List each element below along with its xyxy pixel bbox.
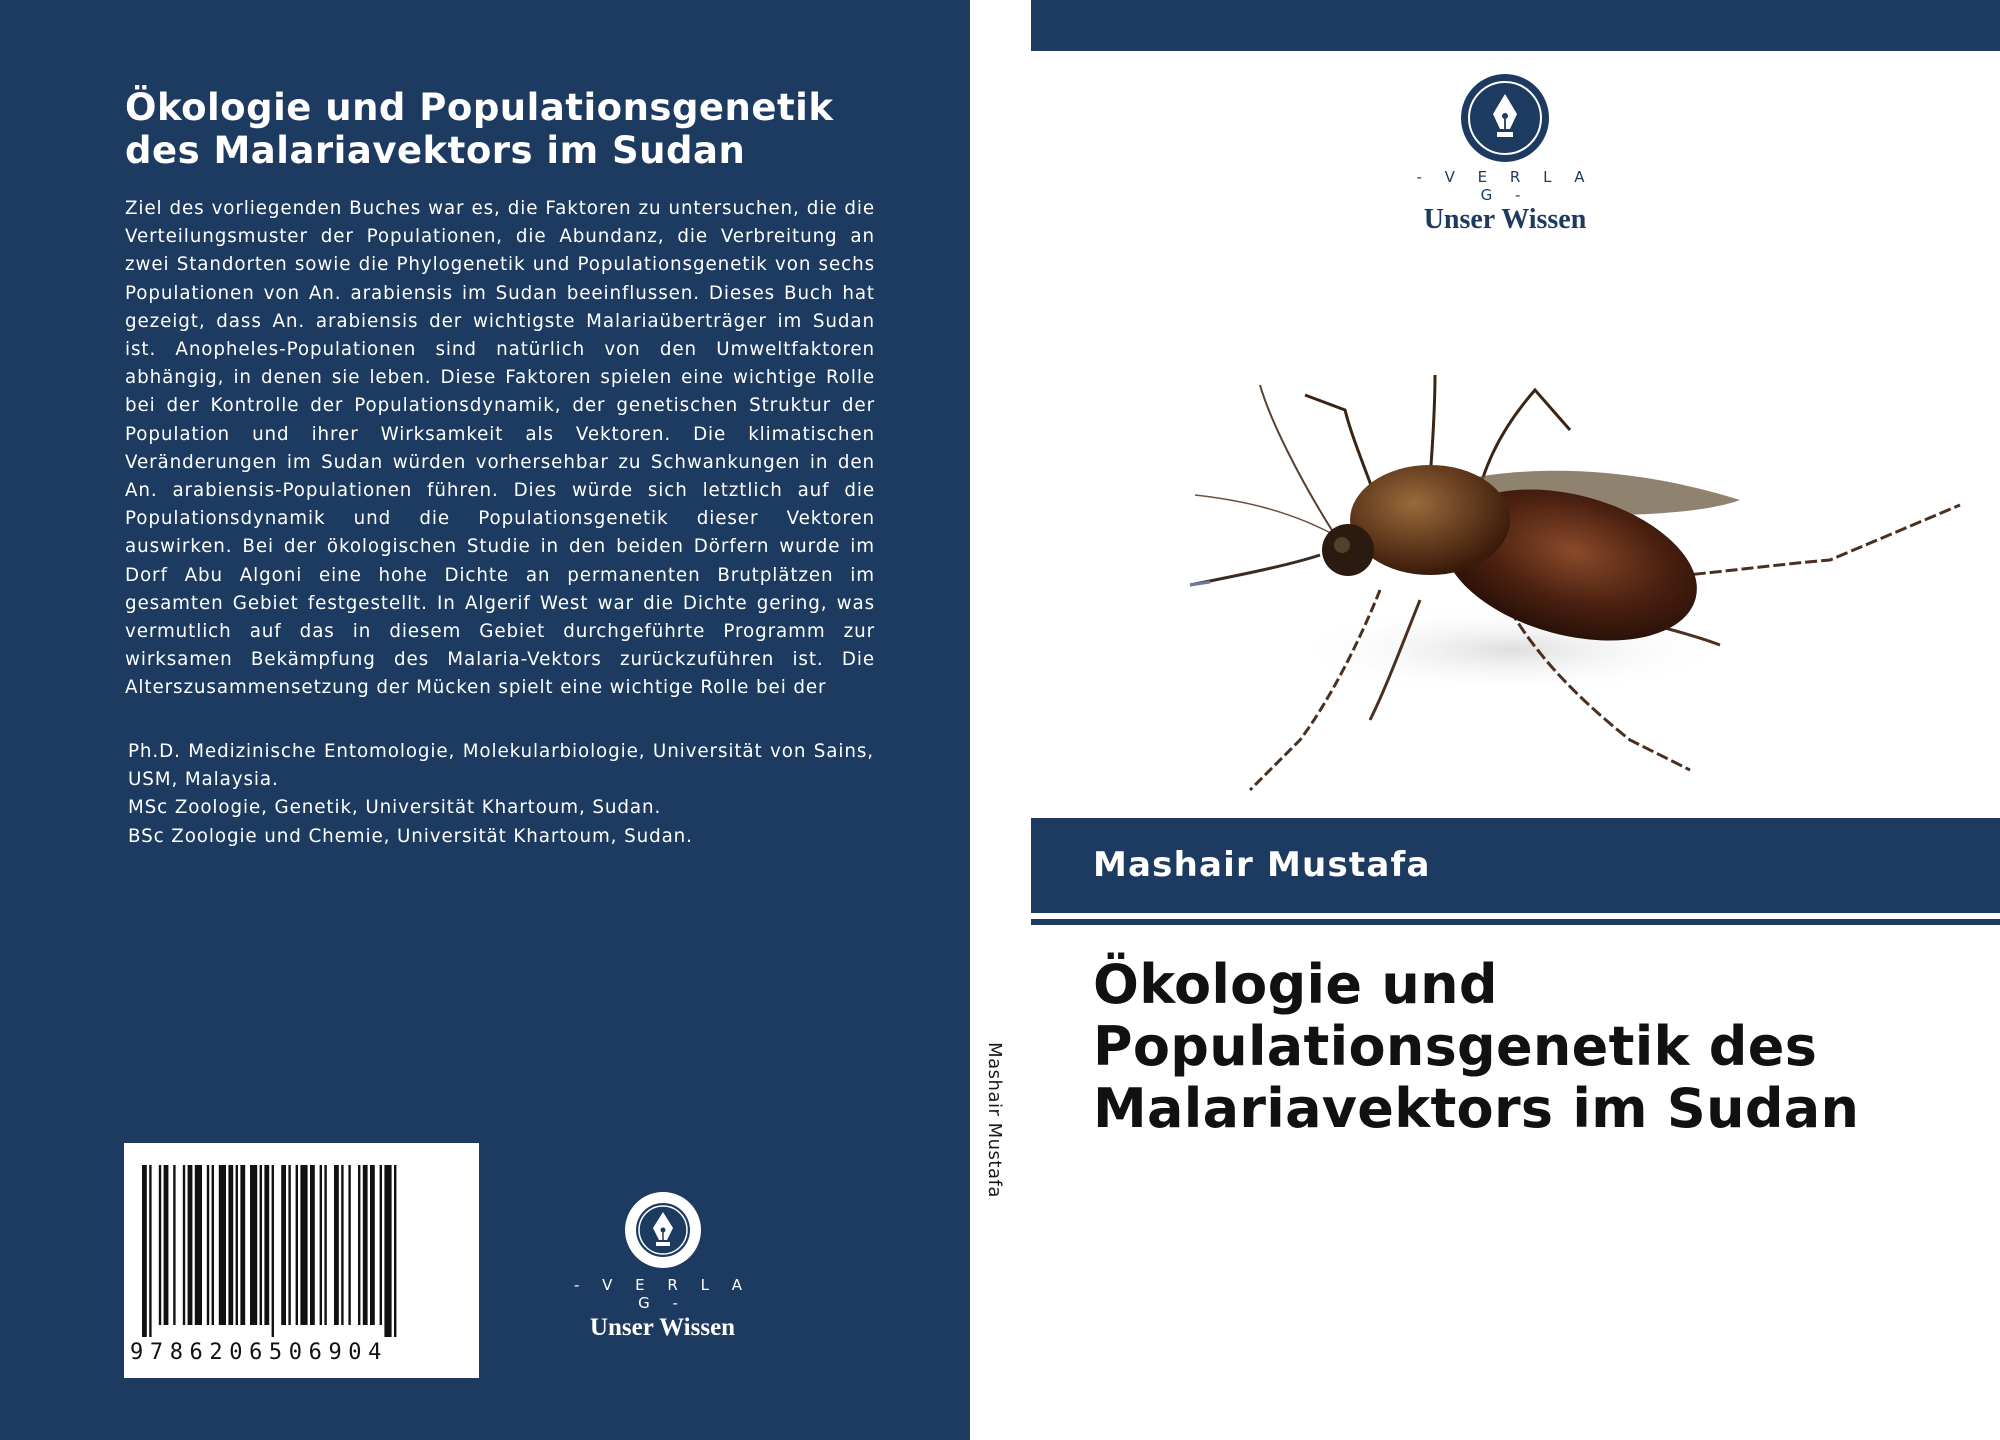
mosquito-photo (1180, 360, 1970, 810)
fountain-pen-nib-icon (1459, 72, 1551, 164)
barcode-bar (260, 1165, 262, 1325)
barcode-bar (300, 1165, 307, 1325)
barcode-bar (370, 1165, 375, 1325)
spine-author: Mashair Mustafa (984, 1042, 1005, 1198)
publisher-name: Unser Wissen (589, 1314, 736, 1341)
barcode-bar (228, 1165, 233, 1325)
barcode-bar (296, 1165, 298, 1325)
barcode-bar (173, 1165, 175, 1325)
divider-line (1031, 919, 2000, 925)
barcode-bar (334, 1165, 339, 1325)
publisher-logo-back (560, 1190, 765, 1342)
bio-line: BSc Zoologie und Chemie, Universität Khartoum, Sudan. (128, 825, 693, 847)
barcode-bar (188, 1165, 193, 1325)
barcode-bar (164, 1165, 169, 1325)
bio-line: MSc Zoologie, Genetik, Universität Khartoum, Sudan. (128, 797, 662, 819)
barcode-bar (250, 1165, 257, 1325)
barcode-bar (394, 1165, 396, 1337)
barcode-bar (142, 1165, 147, 1337)
barcode-bar (288, 1165, 290, 1325)
barcode-bar (149, 1165, 151, 1337)
barcode-bar (183, 1165, 185, 1325)
barcode-bar (341, 1165, 343, 1325)
barcode-bar (195, 1165, 202, 1325)
barcode-bar (384, 1165, 391, 1337)
barcode-bar (272, 1165, 274, 1337)
publisher-verlag-label: - V E R L A G - (1416, 168, 1594, 204)
back-cover-title: Ökologie und Populationsgenetik des Malariavektors im Sudan (125, 86, 834, 172)
barcode-bar (240, 1165, 245, 1325)
publisher-logo-front (1405, 72, 1605, 236)
barcode-bar (212, 1165, 214, 1325)
barcode-bar (380, 1165, 382, 1325)
barcode-bar (324, 1165, 326, 1325)
barcode-bar (310, 1165, 315, 1325)
author-band (1031, 818, 2000, 913)
barcode-bar (363, 1165, 368, 1325)
author-bio (128, 738, 874, 851)
back-cover-blurb: Ziel des vorliegenden Buches war es, die Faktoren zu untersuchen, die die Verteilungsmuster der Populationen, die Abundanz, die Verbreitung an zwei Standorten sowie die Phylogenetik und Populationsgenetik von sechs Populationen von An. arabiensis im Sudan beeinflussen. Dieses Buch hat gezeigt, dass An. arabiensis der wichtigste Malariaüberträger im Sudan ist. Anopheles-Populationen sind natürlich von den Umweltfaktoren abhängig, in denen sie leben. Diese Faktoren spielen eine wichtige Rolle bei der Kontrolle der Populationsdynamik, der genetischen Struktur der Population und ihrer Wirksamkeit als Vektoren. Die klimatischen Veränderungen im Sudan würden vorhersehbar zu Schwankungen in den An. arabiensis-Populationen führen. Dies würde sich letztlich auf die Populationsdynamik und die Populationsgenetik dieser Vektoren auswirken. Bei der ökologischen Studie in den beiden Dörfern wurde im Dorf Abu Algoni eine hohe Dichte an permanenten Brutplätzen im gesamten Gebiet festgestellt. In Algerif West war die Dichte gering, was vermutlich auf das in diesem Gebiet durchgeführte Programm zur wirksamen Bekämpfung des Malaria-Vektors zurückzuführen ist. Die Alterszusammensetzung der Mücken spielt eine wichtige Rolle bei der (125, 198, 875, 699)
fountain-pen-nib-icon (623, 1190, 703, 1270)
publisher-name: Unser Wissen (1423, 204, 1587, 235)
front-author-name: Mashair Mustafa (1093, 845, 1431, 885)
barcode-bar (207, 1165, 209, 1325)
barcode-bar (281, 1165, 286, 1325)
back-cover (0, 0, 970, 1440)
barcode-bars (124, 1143, 479, 1343)
barcode-bar (159, 1165, 161, 1325)
barcode-bar (320, 1165, 322, 1325)
barcode-bar (219, 1165, 226, 1325)
isbn-barcode (124, 1143, 479, 1378)
barcode-bar (236, 1165, 238, 1325)
isbn-digits: 9786206506904 (130, 1340, 388, 1365)
barcode-bar (358, 1165, 360, 1325)
bio-line: Ph.D. Medizinische Entomologie, Molekularbiologie, Universität von Sains, USM, Malaysia. (128, 741, 874, 791)
barcode-bar (348, 1165, 350, 1325)
front-top-bar (1031, 0, 2000, 51)
spine (970, 0, 1030, 1440)
barcode-bar (264, 1165, 269, 1325)
front-cover-title: Ökologie und Populationsgenetik des Malariavektors im Sudan (1093, 953, 1860, 1140)
publisher-verlag-label: - V E R L A G - (573, 1276, 752, 1312)
